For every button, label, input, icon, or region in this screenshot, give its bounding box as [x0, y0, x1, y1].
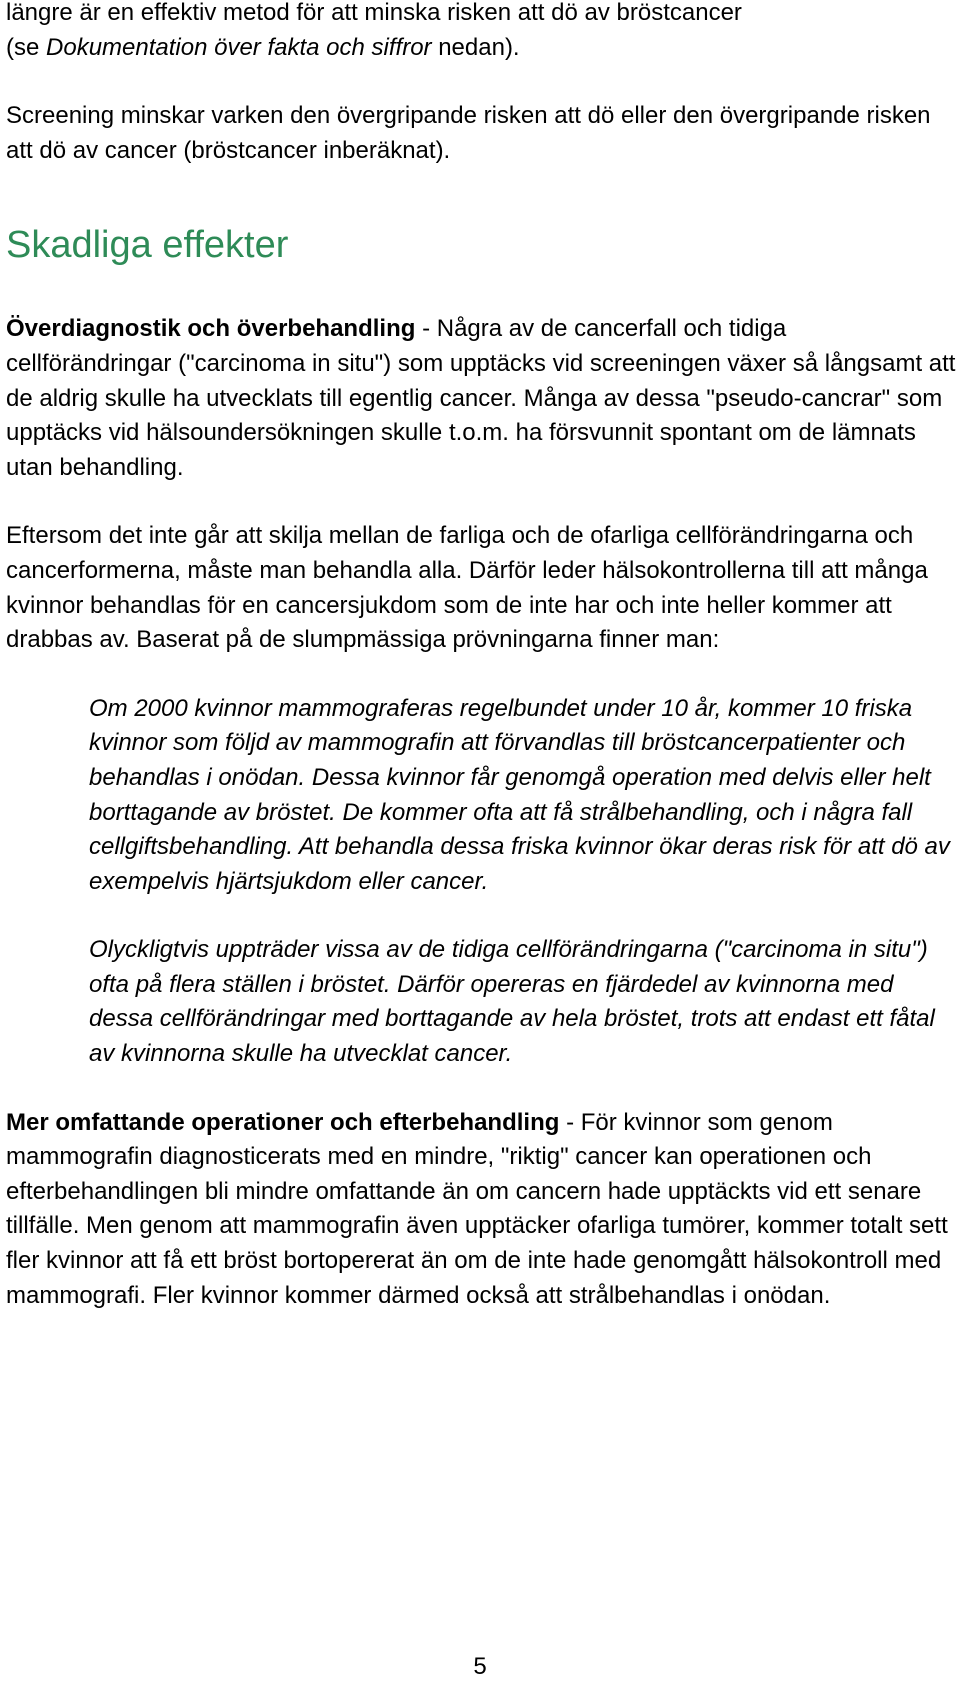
intro-paragraph — [6, 0, 956, 65]
screening-paragraph: Screening minskar varken den övergripande risken att dö eller den övergripande risken att dö av cancer (bröstcancer inberäknat). — [6, 102, 931, 164]
mer-omfattande-paragraph — [6, 1106, 956, 1314]
documentation-reference: Dokumentation över fakta och siffror — [46, 33, 432, 61]
mer-omfattande-text: - För kvinnor som genom mammografin diagnosticerats med en mindre, "riktig" cancer kan operationen och efterbehandlingen bli mindre omfattande än om cancern hade upptäckts vid ett senare tillfälle. Men genom att mammografin även upptäcker ofarliga tumörer, kommer totalt sett fler kvinnor att få ett bröst bortopererat än om de inte hade genomgått hälsokontroll med mammografi. Fler kvinnor kommer därmed också att strålbehandlas i onödan. — [6, 1108, 948, 1309]
quote-paragraph-2: Olyckligtvis uppträder vissa av de tidiga cellförändringarna ("carcinoma in situ") ofta på flera ställen i bröstet. Därför opereras en fjärdedel av kvinnorna med dessa cellförändringar med borttagande av hela bröstet, trots att endast ett fåtal av kvinnorna skulle ha utvecklat cancer. — [89, 936, 935, 1068]
page-number: 5 — [473, 1653, 487, 1680]
intro-line-1: längre är en effektiv metod för att minska risken att dö av bröstcancer — [6, 0, 742, 26]
document-page — [6, 0, 956, 1313]
intro-line-2-pre: (se — [6, 33, 47, 61]
overdiagnostik-text: - Några av de cancerfall och tidiga cellförändringar ("carcinoma in situ") som upptäcks vid screeningen växer så långsamt att de aldrig skulle ha utvecklats till egentlig cancer. Många av dessa "pseudo-cancrar" som upptäcks vid hälsoundersökningen skulle t.o.m. ha försvunnit spontant om de lämnats utan behandling. — [6, 315, 956, 481]
quote-paragraph-1: Om 2000 kvinnor mammograferas regelbundet under 10 år, kommer 10 friska kvinnor som följd av mammografin att förvandlas till bröstcancerpatienter och behandlas i onödan. Dessa kvinnor får genomgå operation med delvis eller helt borttagande av bröstet. De kommer ofta att få strålbehandling, och i några fall cellgiftsbehandling. Att behandla dessa friska kvinnor ökar deras risk för att dö av exempelvis hjärtsjukdom eller cancer. — [89, 694, 950, 895]
mer-omfattande-term: Mer omfattande operationer och efterbehandling — [6, 1108, 560, 1136]
eftersom-paragraph: Eftersom det inte går att skilja mellan de farliga och de ofarliga cellförändringarna och cancerformerna, måste man behandla alla. Därför leder hälsokontrollerna till att många kvinnor behandlas för en cancersjukdom som de inte har och inte heller kommer att drabbas av. Baserat på de slumpmässiga prövningarna finner man: — [6, 522, 928, 654]
overdiagnostik-paragraph — [6, 312, 956, 485]
overdiagnostik-term: Överdiagnostik och överbehandling — [6, 315, 416, 343]
intro-line-2-post: nedan). — [431, 33, 520, 61]
section-heading: Skadliga effekter — [6, 224, 289, 267]
